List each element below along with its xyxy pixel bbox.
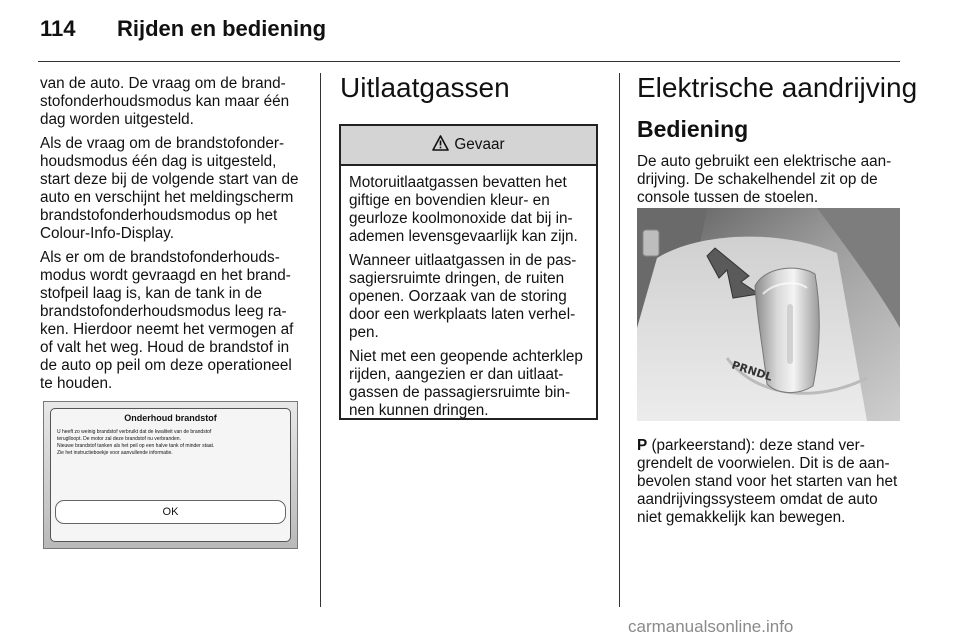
display-line: Zie het instructieboekje voor aanvullende informatie. [57, 450, 173, 456]
running-title: Rijden en bediening [117, 16, 327, 41]
display-line: teruglloopt. De motor zal deze brandstof nu verbranden. [57, 436, 181, 442]
warning-header [341, 126, 596, 166]
paragraph: Als er om de brandstofonderhoudsmodus wordt gevraagd en het brandstofpeil laag is, kan de tank in de brandstofonderhoudsmodus leeg raken. Hierdoor neemt het vermogen af of valt het weg. Houd de brandstof in de auto op peil om deze operationeel te houden. [40, 249, 294, 392]
park-description: (parkeerstand): deze stand vergrendelt de voorwielen. Dit is de aanbevolen stand voor het starten van het aandrijvingssysteem omdat de auto niet gemakkelijk kan bewegen. [637, 437, 898, 526]
warning-paragraph: Wanneer uitlaatgassen in de passagiersruimte dringen, de ruiten openen. Oorzaak van de storing door een werkplaats laten verhelpen. [349, 252, 577, 341]
subsection-heading: Bediening [637, 116, 749, 142]
page-number: 114 [40, 16, 76, 41]
section-heading: Uitlaatgassen [340, 72, 510, 103]
park-label: P [637, 437, 648, 454]
column-divider [619, 73, 620, 607]
column-1-text [40, 75, 304, 399]
display-title: Onderhoud brandstof [124, 413, 217, 423]
warning-title: Gevaar [454, 136, 505, 153]
display-line: U heeft zo weinig brandstof verbruikt dat de kwaliteit van de brandstof [57, 429, 212, 435]
warning-paragraph: Niet met een geopende achterklep rijden, aangezien er dan uitlaatgassen de passagiersruimte binnen kunnen dringen. [349, 348, 583, 419]
intro-text: De auto gebruikt een elektrische aandrijving. De schakelhendel zit op de console tussen de stoelen. [637, 153, 892, 206]
display-ok-button: OK [55, 500, 286, 524]
gear-selector-photo [637, 208, 900, 421]
selector-marks: PRNDL [730, 358, 774, 384]
warning-paragraph: Motoruitlaatgassen bevatten het giftige en bovendien kleur- en geurloze koolmonoxide dat bij inademen levensgevaarlijk kan zijn. [349, 174, 578, 245]
display-line: Nieuwe brandstof tanken als het peil op een halve tank of minder staat. [57, 443, 215, 449]
column-divider [320, 73, 321, 607]
watermark: carmanualsonline.info [628, 617, 794, 636]
intro-paragraph [637, 153, 900, 207]
warning-body [341, 166, 596, 420]
paragraph: Als de vraag om de brandstofonderhoudsmodus één dag is uitgesteld, start deze bij de volgende start van de auto en verschijnt het meldingscherm brandstofonderhoudsmodus op het Colour-Info-Display. [40, 135, 299, 242]
warning-triangle-icon [432, 135, 449, 156]
display-screen [50, 408, 291, 542]
header-rule [38, 61, 900, 62]
display-message [57, 429, 291, 457]
park-position-paragraph [637, 437, 900, 527]
warning-box [339, 124, 598, 420]
paragraph: van de auto. De vraag om de brandstofonderhoudsmodus kan maar één dag worden uitgesteld. [40, 75, 290, 128]
section-heading: Elektrische aandrijving [637, 72, 918, 103]
info-display-image [43, 401, 298, 549]
